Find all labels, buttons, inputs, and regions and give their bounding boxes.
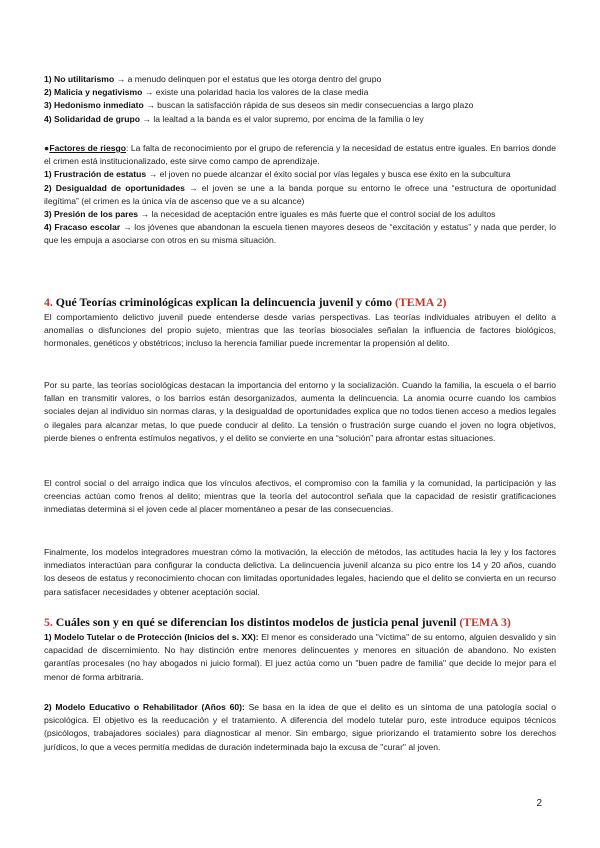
risk-factors	[44, 142, 556, 248]
list-item: 2) Malicia y negativismo → existe una polaridad hacia los valores de la clase media	[44, 87, 369, 98]
list-item: 2) Desigualdad de oportunidades → el joven se une a la banda porque su entorno le ofrece una “estructura de oportunidad ilegítima” (el crimen es la única vía de ascenso que ve a su alcance)	[44, 182, 556, 206]
section-5-heading: 5. Cuáles son y en qué se diferencian los distintos modelos de justicia penal juvenil (TEMA 3)	[44, 615, 511, 629]
list-item: 1) Frustración de estatus → el joven no puede alcanzar el éxito social por vías legales y busca ese éxito en la subcultura	[44, 169, 511, 180]
list-item: 4) Fracaso escolar → los jóvenes que abandonan la escuela tienen mayores deseos de “excitación y estatus” y nada que perder, lo que les empuja a asociarse con otros en su misma situación.	[44, 222, 556, 246]
list-item: 3) Presión de los pares → la necesidad de aceptación entre iguales es más fuerte que el control social de los adultos	[44, 209, 496, 220]
list-item: 1) No utilitarismo → a menudo delinquen por el estatus que les otorga dentro del grupo	[44, 74, 382, 84]
model-tutelar: 1) Modelo Tutelar o de Protección (Inicios del s. XX): El menor es considerado una "víctima" de su entorno, alguien desvalido y sin capacidad de discernimiento. No hay distinción entre menores delincuentes y menores en situación de abandono. No existen garantías procesales (no hay abogados ni juicio formal). El juez actúa como un "buen padre de familia" que decide lo mejor para el menor de forma arbitraria.	[44, 632, 556, 682]
section-4-p2: Por su parte, las teorías sociológicas destacan la importancia del entorno y la socialización. Cuando la familia, la escuela o el barrio fallan en transmitir valores, o los barrios están desorganizados, aumenta la delincuencia. La anomia ocurre cuando los cambios sociales dejan al individuo sin normas claras, y la desigualdad de oportunidades explica que no todos tienen acceso a medios legales o ilegales para alcanzar metas, lo que puede conducir al delito. La tensión o frustración surge cuando el joven no logra objetivos, pierde bienes o enfrenta estímulos negativos, y el delito se convierte en una “solución” para afrontar estas situaciones.	[44, 380, 556, 443]
risk-intro: ●Factores de riesgo: La falta de reconocimiento por el grupo de referencia y la necesidad de estatus entre iguales. En barrios donde el crimen está institucionalizado, este sirve como campo de aprendizaje.	[44, 143, 556, 167]
model-educativo: 2) Modelo Educativo o Rehabilitador (Años 60): Se basa en la idea de que el delito es un síntoma de una patología social o psicológica. El objetivo es la reeducación y el tratamiento. A diferencia del modelo tutelar puro, este introduce equipos técnicos (psicólogos, trabajadores sociales) para diagnosticar al menor. Sin embargo, sigue priorizando el tratamiento sobre los derechos jurídicos, lo que a veces permitía medidas de duración indeterminada bajo la excusa de "curar" al joven.	[44, 702, 556, 752]
list-item: 4) Solidaridad de grupo → la lealtad a la banda es el valor supremo, por encima de la familia o ley	[44, 113, 424, 124]
section-4-heading: 4. Qué Teorías criminológicas explican la delincuencia juvenil y cómo (TEMA 2)	[44, 295, 447, 309]
intro-list	[44, 73, 556, 126]
bullet-icon: ●	[44, 143, 50, 153]
section-4-p4: Finalmente, los modelos integradores muestran cómo la motivación, la elección de métodos, las actitudes hacia la ley y los factores inmediatos interactúan para configurar la conducta delictiva. La delincuencia juvenil alcanza su pico entre los 14 y 20 años, cuando los deseos de estatus y reconocimiento chocan con limitadas oportunidades legales, haciendo que el delito se convierta en un recurso para satisfacer necesidades y obtener aceptación social.	[44, 547, 556, 597]
list-item: 3) Hedonismo inmediato → buscan la satisfacción rápida de sus deseos sin medir consecuencias a largo plazo	[44, 100, 474, 111]
page-number: 2	[536, 798, 542, 809]
section-4-p1: El comportamiento delictivo juvenil puede entenderse desde varias perspectivas. Las teorías individuales atribuyen el delito a anomalías o disfunciones del propio sujeto, mientras que las teorías biosociales señalan la influencia de factores biológicos, hormonales, genéticos y obstétricos; incluso la herencia familiar puede incrementar la propensión al delito.	[44, 312, 556, 349]
section-4-p3: El control social o del arraigo indica que los vínculos afectivos, el compromiso con la familia y la comunidad, la participación y las creencias actúan como frenos al delito; mientras que la teoría del autocontrol señala que la capacidad de resistir gratificaciones inmediatas determina si el joven cede al placer momentáneo a pesar de las consecuencias.	[44, 478, 556, 515]
